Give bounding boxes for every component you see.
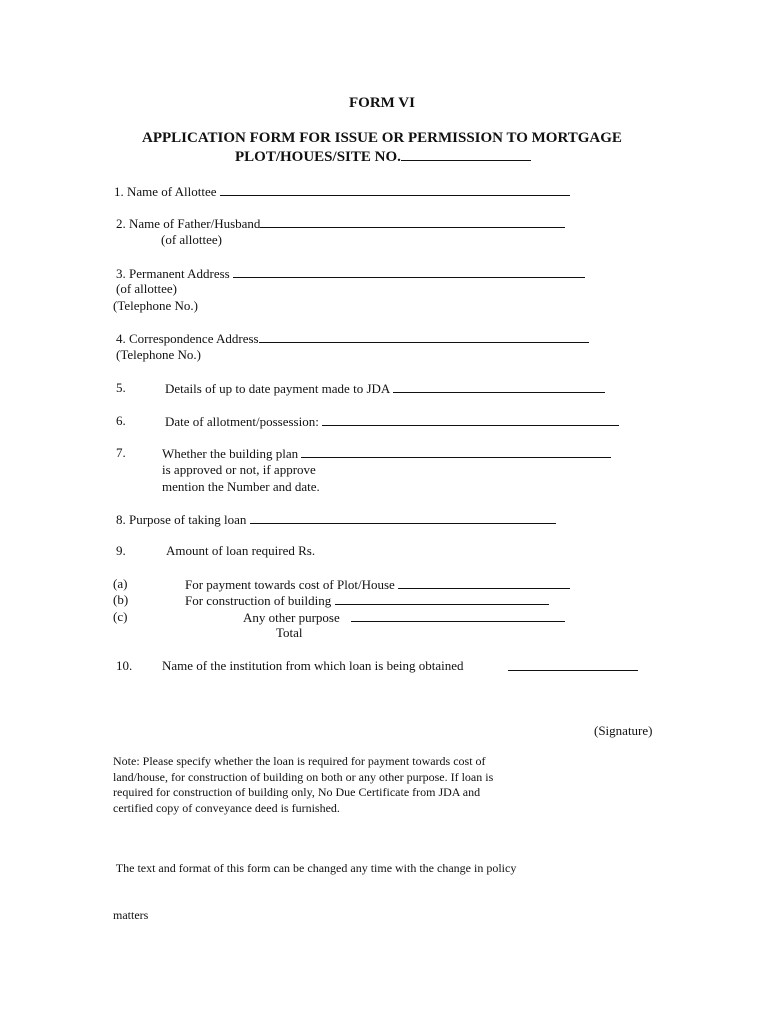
- institution-blank[interactable]: [508, 658, 638, 671]
- field-father-husband: [116, 215, 565, 232]
- item-c-number: (c): [113, 609, 128, 624]
- form-heading-line1: APPLICATION FORM FOR ISSUE OR PERMISSION TO MORTGAGE: [142, 130, 622, 146]
- payment-details-label: Details of up to date payment made to JDA: [165, 381, 390, 396]
- allottee-name-blank[interactable]: [220, 183, 570, 196]
- field5-number: 5.: [116, 380, 126, 395]
- plot-site-label: PLOT/HOUES/SITE NO.: [235, 149, 401, 165]
- item-other-purpose: [243, 609, 565, 626]
- form-title: FORM VI: [349, 95, 415, 111]
- total-label: Total: [276, 625, 303, 640]
- field10-number: 10.: [116, 658, 133, 673]
- field7-number: 7.: [116, 445, 126, 460]
- allotment-date-blank[interactable]: [322, 413, 619, 426]
- item-b-number: (b): [113, 592, 129, 607]
- correspondence-telephone-label: (Telephone No.): [116, 347, 202, 362]
- field-allottee-name: [114, 183, 570, 200]
- building-plan-line2: is approved or not, if approve: [162, 462, 316, 477]
- policy-footer: [113, 830, 516, 939]
- plot-house-cost-label: For payment towards cost of Plot/House: [185, 577, 395, 592]
- other-purpose-blank[interactable]: [351, 609, 565, 622]
- father-husband-sublabel: (of allottee): [161, 232, 222, 247]
- footer-line: matters: [113, 907, 149, 922]
- field6-number: 6.: [116, 413, 126, 428]
- permanent-address-label: 3. Permanent Address: [116, 266, 230, 281]
- footer-line: The text and format of this form can be changed any time with the change in policy: [113, 861, 517, 875]
- building-plan-line3: mention the Number and date.: [162, 479, 320, 494]
- construction-label: For construction of building: [185, 593, 332, 608]
- site-no-blank[interactable]: [401, 148, 531, 161]
- field-building-plan: [162, 445, 611, 462]
- plot-house-cost-blank[interactable]: [398, 576, 570, 589]
- loan-amount-label: Amount of loan required Rs.: [166, 543, 316, 558]
- note-line: Note: Please specify whether the loan is required for payment towards cost of: [113, 754, 486, 768]
- form-heading-line2: [235, 148, 531, 166]
- field9-number: 9.: [116, 543, 126, 558]
- note-line: land/house, for construction of building on both or any other purpose. If loan is: [113, 769, 494, 784]
- father-husband-label: 2. Name of Father/Husband: [116, 216, 261, 231]
- field-permanent-address: [116, 265, 585, 282]
- field-correspondence-address: [116, 330, 589, 347]
- payment-details-blank[interactable]: [393, 380, 605, 393]
- field-allotment-date: [165, 413, 619, 430]
- allotment-date-label: Date of allotment/possession:: [165, 414, 319, 429]
- item-construction: [185, 592, 549, 609]
- father-husband-blank[interactable]: [260, 215, 565, 228]
- permanent-address-blank[interactable]: [233, 265, 585, 278]
- allottee-name-label: 1. Name of Allottee: [114, 184, 217, 199]
- field-payment-details: [165, 380, 605, 397]
- permanent-address-sublabel: (of allottee): [116, 281, 177, 296]
- item-plot-house-cost: [185, 576, 570, 593]
- note-block: [113, 754, 493, 816]
- loan-purpose-blank[interactable]: [250, 511, 556, 524]
- other-purpose-label: Any other purpose: [243, 610, 340, 625]
- building-plan-label: Whether the building plan: [162, 446, 299, 461]
- building-plan-blank[interactable]: [301, 445, 611, 458]
- correspondence-address-label: 4. Correspondence Address: [116, 331, 259, 346]
- note-line: required for construction of building only, No Due Certificate from JDA and: [113, 785, 481, 799]
- item-a-number: (a): [113, 576, 128, 591]
- note-line: certified copy of conveyance deed is furnished.: [113, 800, 340, 815]
- signature-label: (Signature): [594, 723, 653, 738]
- loan-purpose-label: 8. Purpose of taking loan: [116, 512, 247, 527]
- permanent-telephone-label: (Telephone No.): [113, 298, 199, 313]
- correspondence-address-blank[interactable]: [259, 330, 589, 343]
- field-loan-purpose: [116, 511, 556, 528]
- construction-blank[interactable]: [335, 592, 549, 605]
- institution-label: Name of the institution from which loan is being obtained: [162, 658, 464, 673]
